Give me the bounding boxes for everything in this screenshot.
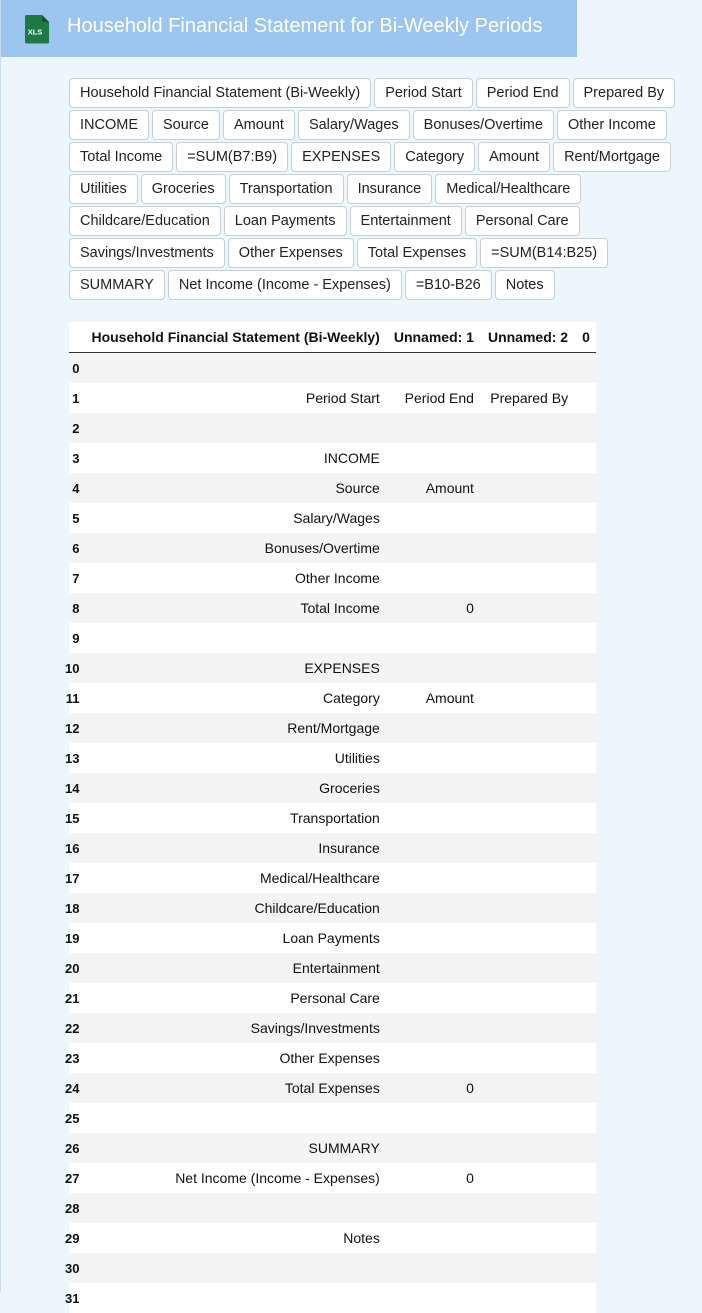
table-cell: Childcare/Education	[254, 900, 380, 916]
table-cell: Other Expenses	[279, 1050, 380, 1066]
table-cell	[386, 863, 480, 893]
row-index: 6	[72, 541, 80, 556]
table-cell: Transportation	[290, 810, 380, 826]
row-index: 25	[65, 1111, 80, 1126]
table-cell: INCOME	[323, 450, 380, 466]
column-chip[interactable]: Insurance	[347, 174, 433, 204]
table-cell	[574, 1073, 596, 1103]
table-cell	[574, 683, 596, 713]
table-cell	[574, 653, 596, 683]
table-cell	[480, 983, 574, 1013]
table-cell	[480, 1013, 574, 1043]
data-table	[65, 322, 596, 1313]
table-cell	[480, 563, 574, 593]
table-row	[69, 743, 596, 773]
header-col-3: 0	[574, 322, 596, 353]
table-cell	[386, 1193, 480, 1223]
table-cell	[480, 1163, 574, 1193]
table-cell	[480, 443, 574, 473]
row-index: 17	[65, 871, 80, 886]
table-cell: Total Income	[300, 600, 380, 616]
table-cell	[480, 473, 574, 503]
column-chip[interactable]: Prepared By	[573, 78, 676, 108]
row-index: 4	[72, 481, 80, 496]
column-chip[interactable]: Personal Care	[465, 206, 580, 236]
table-cell: Other Income	[295, 570, 380, 586]
table-cell	[83, 413, 385, 443]
column-chip[interactable]: Total Expenses	[357, 238, 477, 268]
table-cell	[386, 743, 480, 773]
column-chip[interactable]: Loan Payments	[224, 206, 347, 236]
table-row	[69, 1283, 596, 1313]
table-cell	[386, 923, 480, 953]
row-index: 8	[72, 601, 80, 616]
table-cell: Period Start	[305, 390, 380, 406]
row-index: 3	[72, 451, 80, 466]
spreadsheet-file-icon	[23, 14, 51, 44]
table-cell	[386, 563, 480, 593]
table-row	[69, 983, 596, 1013]
row-index: 18	[65, 901, 80, 916]
table-cell	[574, 473, 596, 503]
table-cell	[83, 1193, 385, 1223]
table-row	[69, 1013, 596, 1043]
table-cell	[480, 503, 574, 533]
table-row	[69, 713, 596, 743]
column-chip[interactable]: Period Start	[374, 78, 473, 108]
table-cell	[574, 1043, 596, 1073]
column-chip[interactable]: Childcare/Education	[69, 206, 221, 236]
table-cell	[480, 1223, 574, 1253]
table-cell	[574, 533, 596, 563]
table-cell	[574, 1283, 596, 1313]
column-chip-list	[69, 78, 689, 300]
table-row	[69, 623, 596, 653]
table-cell: Salary/Wages	[293, 510, 380, 526]
table-cell	[480, 923, 574, 953]
table-cell	[480, 533, 574, 563]
row-index: 23	[65, 1051, 80, 1066]
row-index: 19	[65, 931, 80, 946]
table-cell	[574, 1163, 596, 1193]
table-row	[69, 383, 596, 413]
table-cell	[386, 443, 480, 473]
table-row	[69, 863, 596, 893]
row-index: 2	[72, 421, 80, 436]
table-cell	[480, 1133, 574, 1163]
table-cell	[574, 923, 596, 953]
column-chip[interactable]: Salary/Wages	[298, 110, 410, 140]
table-row	[69, 893, 596, 923]
table-cell: Bonuses/Overtime	[264, 540, 380, 556]
table-cell: Personal Care	[290, 990, 380, 1006]
table-cell	[480, 413, 574, 443]
column-chip[interactable]: EXPENSES	[291, 142, 391, 172]
table-cell	[574, 893, 596, 923]
table-cell	[480, 773, 574, 803]
table-row	[69, 923, 596, 953]
table-cell	[83, 1253, 385, 1283]
table-cell	[574, 1223, 596, 1253]
table-cell	[386, 713, 480, 743]
table-cell	[386, 1043, 480, 1073]
row-index: 26	[65, 1141, 80, 1156]
table-cell: Amount	[425, 690, 474, 706]
table-row	[69, 1103, 596, 1133]
table-cell	[574, 503, 596, 533]
table-cell	[480, 1043, 574, 1073]
table-cell	[480, 683, 574, 713]
table-row	[69, 563, 596, 593]
row-index: 10	[65, 661, 80, 676]
table-cell	[386, 653, 480, 683]
table-cell	[480, 653, 574, 683]
table-cell: 0	[466, 1170, 474, 1186]
table-cell: Prepared By	[490, 390, 569, 406]
table-cell	[386, 833, 480, 863]
table-cell	[574, 353, 596, 384]
table-cell	[574, 1013, 596, 1043]
column-chip[interactable]: INCOME	[69, 110, 149, 140]
table-cell	[386, 1133, 480, 1163]
table-cell	[386, 353, 480, 384]
table-row	[69, 953, 596, 983]
table-cell	[83, 623, 385, 653]
table-cell	[386, 623, 480, 653]
table-cell: EXPENSES	[304, 660, 380, 676]
row-index: 31	[65, 1291, 80, 1306]
row-index: 11	[65, 691, 80, 706]
table-cell	[574, 1253, 596, 1283]
table-cell	[574, 593, 596, 623]
table-row	[69, 773, 596, 803]
table-cell	[480, 623, 574, 653]
table-cell: Entertainment	[292, 960, 380, 976]
table-row	[69, 1043, 596, 1073]
table-cell: 0	[466, 1080, 474, 1096]
table-cell	[386, 983, 480, 1013]
row-index: 16	[65, 841, 80, 856]
table-cell	[480, 1193, 574, 1223]
column-chip[interactable]: Entertainment	[350, 206, 462, 236]
row-index: 1	[72, 391, 80, 406]
table-cell: SUMMARY	[308, 1140, 380, 1156]
table-cell	[574, 803, 596, 833]
table-cell	[574, 383, 596, 413]
column-chip[interactable]: Source	[152, 110, 220, 140]
row-index: 0	[72, 361, 80, 376]
table-cell: Loan Payments	[282, 930, 380, 946]
row-index: 13	[65, 751, 80, 766]
column-chip[interactable]: Category	[394, 142, 475, 172]
table-row	[69, 1223, 596, 1253]
table-cell	[386, 1223, 480, 1253]
table-cell: Notes	[343, 1230, 380, 1246]
row-index: 20	[65, 961, 80, 976]
table-cell	[386, 803, 480, 833]
column-chip[interactable]: Bonuses/Overtime	[413, 110, 554, 140]
row-index: 7	[72, 571, 80, 586]
table-cell	[574, 743, 596, 773]
table-cell: 0	[466, 600, 474, 616]
row-index: 9	[72, 631, 80, 646]
row-index: 24	[65, 1081, 80, 1096]
table-cell: Period End	[404, 390, 474, 406]
table-row	[69, 833, 596, 863]
table-cell	[480, 593, 574, 623]
table-row	[69, 473, 596, 503]
table-cell	[83, 353, 385, 384]
table-cell	[574, 563, 596, 593]
row-index: 28	[65, 1201, 80, 1216]
table-row	[69, 683, 596, 713]
table-cell	[480, 1283, 574, 1313]
column-chip[interactable]: Rent/Mortgage	[553, 142, 671, 172]
column-chip[interactable]: =B10-B26	[405, 270, 492, 300]
table-cell: Category	[323, 690, 380, 706]
table-cell: Source	[335, 480, 380, 496]
table-cell	[480, 833, 574, 863]
table-row	[69, 1253, 596, 1283]
table-cell	[480, 803, 574, 833]
table-cell	[386, 503, 480, 533]
table-row	[69, 443, 596, 473]
row-index: 22	[65, 1021, 80, 1036]
table-cell: Medical/Healthcare	[259, 870, 380, 886]
table-cell	[386, 1283, 480, 1313]
table-cell	[574, 1103, 596, 1133]
table-cell	[83, 1283, 385, 1313]
table-cell	[386, 1253, 480, 1283]
row-index: 29	[65, 1231, 80, 1246]
column-chip[interactable]: Notes	[495, 270, 555, 300]
table-row	[69, 593, 596, 623]
column-chip[interactable]: Groceries	[141, 174, 226, 204]
column-chip[interactable]: Utilities	[69, 174, 138, 204]
table-cell: Insurance	[318, 840, 380, 856]
table-cell	[83, 1103, 385, 1133]
header-col-0: Household Financial Statement (Bi-Weekly)	[83, 322, 385, 353]
column-chip[interactable]: =SUM(B7:B9)	[176, 142, 288, 172]
table-cell	[574, 1193, 596, 1223]
table-cell	[574, 1133, 596, 1163]
header-col-2: Unnamed: 2	[480, 322, 574, 353]
table-row	[69, 1163, 596, 1193]
column-chip[interactable]: Period End	[476, 78, 570, 108]
table-cell	[480, 713, 574, 743]
table-cell	[574, 833, 596, 863]
table-row	[69, 503, 596, 533]
column-chip[interactable]: Amount	[223, 110, 295, 140]
column-chip[interactable]: Total Income	[69, 142, 173, 172]
table-cell	[386, 773, 480, 803]
row-index: 12	[65, 721, 80, 736]
table-cell: Total Expenses	[284, 1080, 380, 1096]
table-cell	[574, 863, 596, 893]
table-cell	[574, 623, 596, 653]
column-chip[interactable]: Transportation	[229, 174, 344, 204]
table-row	[69, 1073, 596, 1103]
table-row	[69, 1133, 596, 1163]
xls-icon-label: XLS	[27, 27, 43, 37]
table-cell: Utilities	[334, 750, 380, 766]
table-row	[69, 413, 596, 443]
table-cell	[480, 353, 574, 384]
table-cell	[386, 413, 480, 443]
row-index: 14	[65, 781, 80, 796]
column-chip[interactable]: Savings/Investments	[69, 238, 225, 268]
table-cell	[574, 713, 596, 743]
table-cell: Savings/Investments	[250, 1020, 380, 1036]
table-cell	[480, 1073, 574, 1103]
column-chip[interactable]: =SUM(B14:B25)	[480, 238, 608, 268]
table-cell	[574, 773, 596, 803]
table-cell: Rent/Mortgage	[287, 720, 380, 736]
page-title: Household Financial Statement for Bi-Weekly Periods	[67, 15, 543, 37]
table-cell	[480, 953, 574, 983]
table-row	[69, 803, 596, 833]
table-cell	[574, 983, 596, 1013]
title-bar	[1, 0, 577, 57]
column-chip[interactable]: Net Income (Income - Expenses)	[168, 270, 402, 300]
table-header-row	[69, 322, 596, 353]
table-cell	[480, 893, 574, 923]
data-table-container	[65, 322, 593, 1306]
table-cell: Net Income (Income - Expenses)	[175, 1170, 380, 1186]
row-index: 27	[65, 1171, 80, 1186]
table-cell	[386, 1013, 480, 1043]
column-chip[interactable]: Other Expenses	[228, 238, 354, 268]
row-index: 21	[65, 991, 80, 1006]
row-index: 15	[65, 811, 80, 826]
column-chip[interactable]: Medical/Healthcare	[435, 174, 581, 204]
table-cell: Amount	[425, 480, 474, 496]
header-index	[69, 322, 83, 353]
column-chip[interactable]: SUMMARY	[69, 270, 165, 300]
table-cell	[386, 533, 480, 563]
table-cell	[480, 1253, 574, 1283]
table-cell	[480, 863, 574, 893]
table-row	[69, 353, 596, 384]
table-cell	[480, 1103, 574, 1133]
table-cell	[480, 743, 574, 773]
table-row	[69, 1193, 596, 1223]
column-chip[interactable]: Other Income	[557, 110, 667, 140]
table-row	[69, 533, 596, 563]
row-index: 5	[72, 511, 80, 526]
row-index: 30	[65, 1261, 80, 1276]
table-row	[69, 653, 596, 683]
column-chip[interactable]: Amount	[478, 142, 550, 172]
table-cell: Groceries	[319, 780, 380, 796]
table-cell	[386, 1103, 480, 1133]
table-cell	[574, 953, 596, 983]
table-cell	[574, 443, 596, 473]
header-col-1: Unnamed: 1	[386, 322, 480, 353]
table-cell	[574, 413, 596, 443]
table-cell	[386, 893, 480, 923]
column-chip[interactable]: Household Financial Statement (Bi-Weekly)	[69, 78, 371, 108]
table-cell	[386, 953, 480, 983]
